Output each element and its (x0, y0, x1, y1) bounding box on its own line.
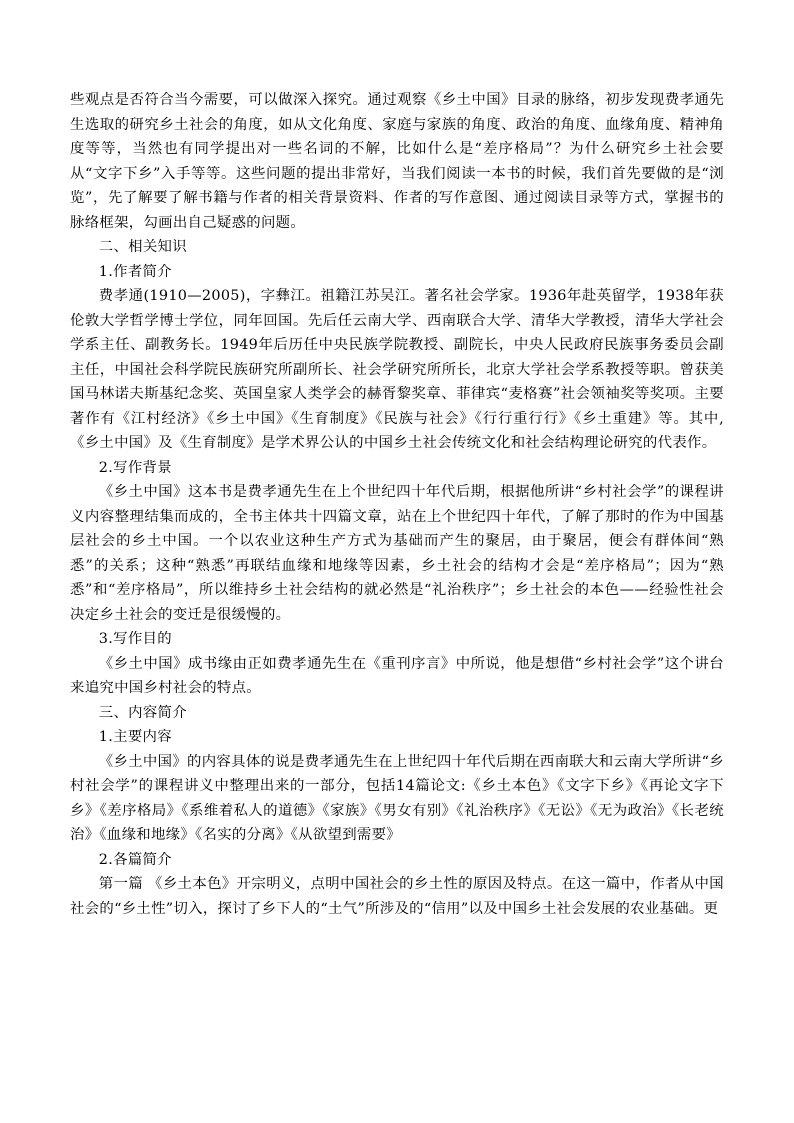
chapter-one-paragraph: 第一篇 《乡土本色》开宗明义，点明中国社会的乡土性的原因及特点。在这一篇中，作者从中国社会的“乡土性”切入，探讨了乡下人的“土气”所涉及的“信用”以及中国乡土社会发展的农业基础。更 (70, 876, 724, 917)
document-page (70, 88, 724, 921)
author-paragraph: 费孝通(1910—2005)，字彝江。祖籍江苏吴江。著名社会学家。1936年赴英留学，1938年获伦敦大学哲学博士学位，同年回国。先后任云南大学、西南联合大学、清华大学教授，清华大学社会学系主任、副教务长。1949年后历任中央民族学院教授、副院长，中央人民政府民族事务委员会副主任，中国社会科学院民族研究所副所长、社会学研究所所长，北京大学社会学系教授等职。曾获美国马林诺夫斯基纪念奖、英国皇家人类学会的赫胥黎奖章、菲律宾“麦格赛”社会领袖奖等奖项。主要著作有《江村经济》《乡土中国》《生育制度》《民族与社会》《行行重行行》《乡土重建》等。其中,《乡土中国》及《生育制度》是学术界公认的中国乡土社会传统文化和社会结构理论研究的代表作。 (70, 288, 724, 451)
main-content-paragraph: 《乡土中国》的内容具体的说是费孝通先生在上世纪四十年代后期在西南联大和云南大学所讲“乡村社会学”的课程讲义中整理出来的一部分，包括14篇论文:《乡土本色》《文字下乡》《再论文字下乡》《差序格局》《系维着私人的道德》《家族》《男女有别》《礼治秩序》《无讼》《无为政治》《长老统治》《血缘和地缘》《名实的分离》《从欲望到需要》 (70, 753, 724, 843)
subheading-main-content: 1.主要内容 (98, 729, 172, 745)
intro-paragraph: 些观点是否符合当今需要，可以做深入探究。通过观察《乡土中国》目录的脉络，初步发现费孝通先生选取的研究乡土社会的角度，如从文化角度、家庭与家族的角度、政治的角度、血缘角度、精神角度等等，当然也有同学提出对一些名词的不解，比如什么是“差序格局”？为什么研究乡土社会要从“文字下乡”入手等等。这些问题的提出非常好，当我们阅读一本书的时候，我们首先要做的是“浏览”，先了解要了解书籍与作者的相关背景资料、作者的写作意图、通过阅读目录等方式，掌握书的脉络框架，勾画出自己疑惑的问题。 (70, 92, 724, 231)
subheading-writing-background: 2.写作背景 (98, 459, 172, 476)
section-heading-content-intro: 三、内容简介 (98, 704, 187, 721)
purpose-paragraph: 《乡土中国》成书缘由正如费孝通先生在《重刊序言》中所说，他是想借“乡村社会学”这个讲台来追究中国乡村社会的特点。 (70, 655, 724, 696)
section-heading-related-knowledge: 二、相关知识 (98, 239, 187, 255)
subheading-author-intro: 1.作者简介 (98, 263, 172, 280)
subheading-chapter-summaries: 2.各篇简介 (98, 851, 172, 868)
subheading-writing-purpose: 3.写作目的 (98, 631, 172, 647)
background-paragraph: 《乡土中国》这本书是费孝通先生在上个世纪四十年代后期，根据他所讲“乡村社会学”的课程讲义内容整理结集而成的，全书主体共十四篇文章，站在上个世纪四十年代，了解了那时的作为中国基层社会的乡土中国。一个以农业这种生产方式为基础而产生的聚居，由于聚居，便会有群体间“熟悉”的关系；这种“熟悉”再联结血缘和地缘等因素，乡土社会的结构才会是“差序格局”；因为“熟悉”和“差序格局”，所以维持乡土社会结构的就必然是“礼治秩序”；乡土社会的本色——经验性社会决定乡土社会的变迁是很缓慢的。 (70, 484, 724, 623)
